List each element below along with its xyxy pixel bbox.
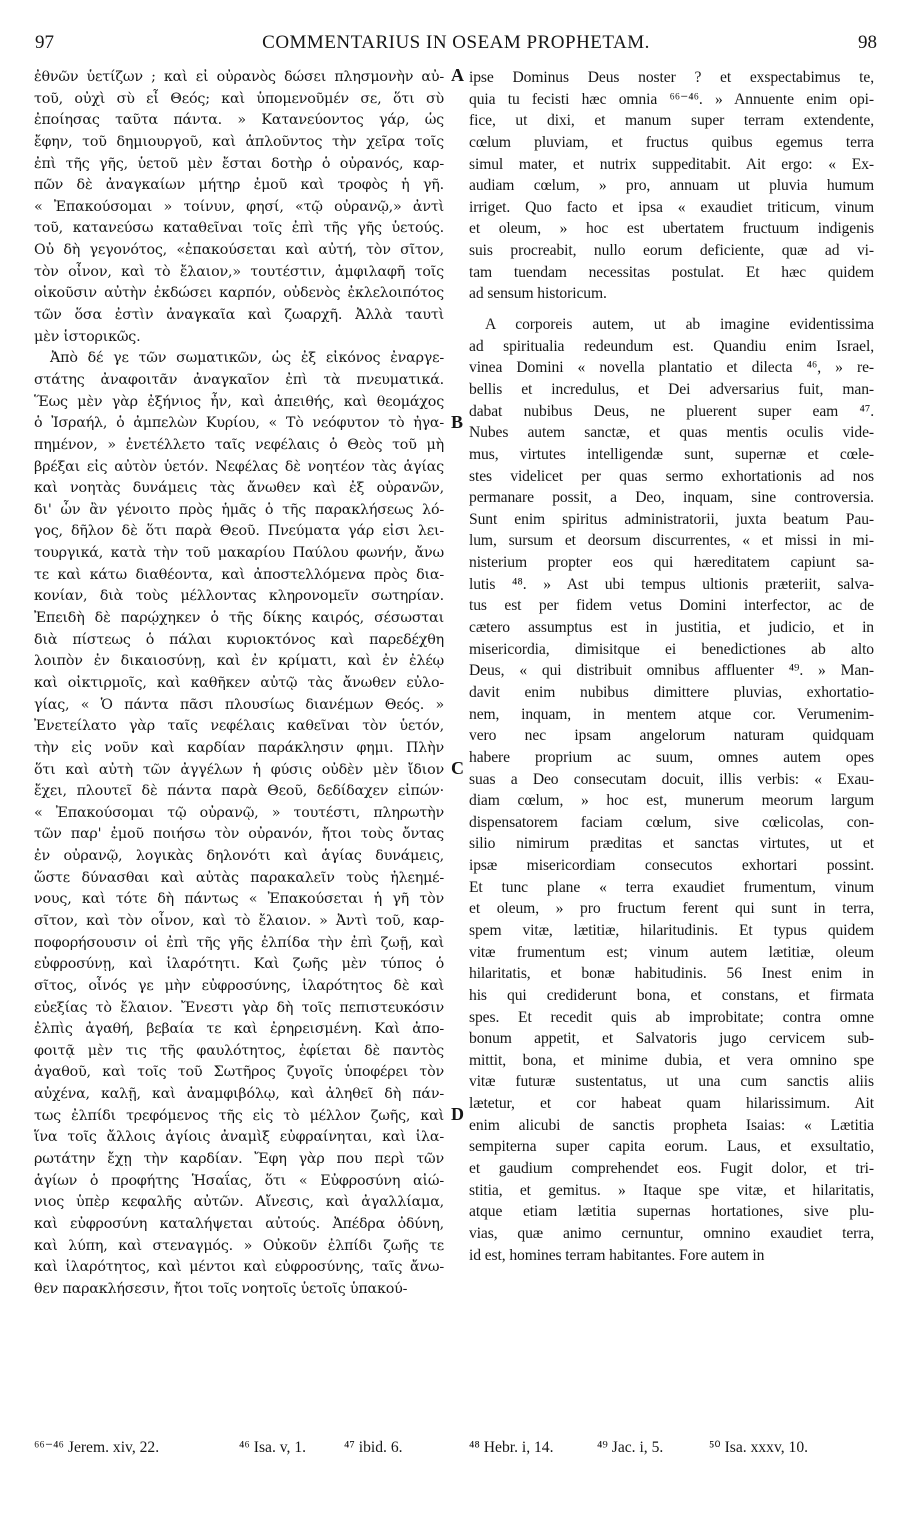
text-line: ἔφην, τοῦ δημιουργοῦ, καὶ ἁπλοῦντος τὴν χεῖρα τοῖς — [34, 133, 444, 150]
text-line: διὰ πίστεως ὁ πάλαι κυριοκτόνος καὶ παρεδέχθη — [34, 631, 444, 648]
text-line: Ἕως μὲν γὰρ ἐξήνιος ἦν, καὶ ἀπειθής, καὶ θεομάχος — [34, 393, 444, 410]
text-line: ἐθνῶν ὑετίζων ; καὶ εἰ οὐρανὸς δώσει πλησμονὴν αὐ- — [34, 69, 444, 85]
text-line: ὅτι καὶ αὐτὴ τῶν ἀγγέλων ἡ φύσις οὐδὲν μὲν ἴδιον — [34, 761, 444, 778]
text-line: audiam cœlum, » pro, annuam ut pluvia humum — [469, 177, 874, 195]
text-line: ποφορήσουσιν οἱ ἐπὶ τῆς γῆς ἐλπίδα τὴν ἐπὶ ζωῇ, καὶ — [34, 934, 444, 951]
text-line: λοιπὸν ἐν δικαιοσύνῃ, καὶ ἐν κρίματι, καὶ ἐν ἐλέῳ — [34, 653, 444, 670]
footnote: ⁴⁸ Hebr. i, 14. — [469, 1439, 554, 1456]
footnotes-left — [34, 1437, 444, 1459]
text-line: lutis ⁴⁸. » Ast ubi tempus ultionis præteriit, salva- — [469, 575, 874, 593]
text-line: κονίαν, διὰ τοὺς μέλλοντας κληρονομεῖν σωτηρίαν. — [34, 588, 444, 605]
text-line: πῶν δὲ ἀναγκαίων μήτηρ ἐμοῦ καὶ τροφὸς ἡ γῆ. — [34, 177, 444, 194]
text-line: Ἐνετείλατο γὰρ ταῖς νεφέλαις καθεῖναι τὸν ὑετόν, — [34, 718, 444, 735]
text-line: A corporeis autem, ut ab imagine evidentissima — [485, 316, 874, 334]
text-line: τὴν εἰς νοῦν καὶ καρδίαν παράκλησιν φημι. Πλὴν — [34, 739, 444, 756]
text-line: spes. Et recedit quis ab improbitate; contra omne — [469, 1008, 874, 1026]
text-line: davit enim nubibus dimittere pluvias, exhortatio- — [469, 683, 874, 701]
text-line: his qui crediderunt bona, et constans, et firmata — [469, 986, 874, 1004]
text-line: στάτης ἀναφοιτᾶν ἀναγκαῖον ἐπὶ τὰ πνευματικά. — [34, 371, 444, 388]
footnotes-right — [469, 1437, 874, 1459]
text-line: φοιτᾷ μὲν τις τῆς φαυλότητος, ἐφίεται δὲ παντὸς — [34, 1042, 444, 1059]
text-line: ad spiritualia redeundum est. Quandiu enim Israel, — [469, 337, 874, 355]
text-line: ὥστε δύνασθαι καὶ αὐτὰς παρακαλεῖν τοὺς ἠλεημέ- — [34, 869, 444, 886]
margin-marker-d: D — [451, 1104, 464, 1124]
text-line: γος, δῆλον δὲ ὅτι παρὰ Θεοῦ. Πνεύματα γάρ εἰσι λει- — [34, 523, 444, 540]
text-line: τὸν οἶνον, καὶ τὸ ἔλαιον,» τουτέστιν, ἀμφιλαφῆ τοῖς — [34, 263, 444, 280]
text-line: hilaritatis, et bonæ habitudinis. 56 Inest enim in — [469, 965, 874, 983]
text-line: σῖτος, οἶνός γε μὴν εὐφροσύνης, ἱλαρότητος δὲ καὶ — [34, 977, 444, 994]
text-line: ἐποίησας ταῦτα πάντα. » Κατανεύοντος γάρ, ὡς — [34, 112, 444, 129]
text-line: habere proprium ac suum, omnes autem opes — [469, 748, 874, 766]
text-line: nisterium propter eos qui hæreditatem capiunt sa- — [469, 554, 874, 572]
text-line: suas a Deo consecutam docuit, illis verbis: « Exau- — [469, 770, 874, 788]
text-line: Et tunc plane « terra exaudiet frumentum, vinum — [469, 878, 874, 896]
text-line: ἐν οὐρανῷ, λογικὰς δηλονότι καὶ ἁγίας δυνάμεις, — [34, 848, 444, 865]
text-line: nem, inquam, in mentem atque cor. Verumenim- — [469, 705, 874, 723]
text-line: Nubes autem sanctæ, et quas mentis oculis vide- — [469, 424, 874, 442]
text-line: ἵνα τοῖς ἄλλοις ἁγίοις ἀναμὶξ εὐφραίνηται, καὶ ἱλα- — [34, 1129, 444, 1146]
text-line: et oleum, » hoc est ubertatem fructuum indigenis — [469, 220, 874, 238]
text-line: Deus, « qui distribuit omnibus affluenter ⁴⁹. » Man- — [469, 662, 874, 680]
text-line: lætetur, et cor habeat quam hilarissimum. Ait — [469, 1095, 874, 1113]
text-line: ipse Dominus Deus noster ? et exspectabimus te, — [469, 69, 874, 86]
text-line: dispensatorem faciam cœlum, sive cœlicolas, con- — [469, 813, 874, 831]
text-line: dabat nubibus Deus, ne pluerent super eam ⁴⁷. — [469, 402, 874, 420]
text-line: diam cœlum, » hoc est, munerum meorum largum — [469, 792, 874, 810]
text-line: vias, quæ animo cernuntur, omnino exaudiet terra, — [469, 1224, 874, 1242]
text-line: lum, sursum et deorsum discurrentes, « et missi in mi- — [469, 532, 874, 550]
text-line: πημένον, » ἐνετέλλετο ταῖς νεφέλαις ὁ Θεὸς τοῦ μὴ — [34, 436, 444, 453]
greek-column — [34, 67, 444, 1301]
text-line: cætero assumptus est in justitia, et judicio, et in — [469, 619, 874, 637]
text-line: mittit, bona, et minime dubia, et vera omnino spe — [469, 1051, 874, 1069]
text-line: suis procreabit, nullo eorum deficiente, quæ ad vi- — [469, 242, 874, 260]
text-line: Ἐπειδὴ δὲ παρῴχηκεν ὁ τῆς δίκης καιρός, σέσωσται — [34, 610, 444, 627]
text-line: δι' ὧν ἂν γένοιτο πρὸς ἡμᾶς ὁ τῆς παρακλήσεως λό- — [34, 501, 444, 518]
text-line: ad sensum historicum. — [469, 285, 607, 303]
text-line: ipsæ misericordiam consecutos exhortari possint. — [469, 857, 874, 875]
footnote: ⁶⁶⁻⁴⁶ Jerem. xiv, 22. — [34, 1439, 160, 1456]
text-line: mus, virtutes intelligendæ sunt, supernæ et cœle- — [469, 445, 874, 463]
text-line: Sunt enim spiritus administratorii, juxta beatum Pau- — [469, 510, 874, 528]
text-line: τοῦ, οὐχὶ σὺ εἶ Θεός; καὶ ὑπομενοῦμέν σε, ὅτι σὺ — [34, 90, 444, 107]
text-line: αὐχένα, καλῇ, καὶ ἀναμφιβόλῳ, καὶ ἀληθεῖ δὴ πάν- — [34, 1086, 444, 1103]
text-line: νιος ὑπὲρ κεφαλῆς αὐτῶν. Αἴνεσις, καὶ ἀγαλλίαμα, — [34, 1194, 444, 1211]
text-line: vitæ futuræ sustentatus, ut una cum sanctis aliis — [469, 1073, 874, 1091]
text-line: bonum appetit, et Salvatoris jugo cervicem sub- — [469, 1030, 874, 1048]
text-line: stes videlicet per quas sermo exhortationis ad nos — [469, 467, 874, 485]
text-line: καὶ νοητὰς δυνάμεις τὰς ἄνωθεν καὶ ἐξ οὐρανῶν, — [34, 480, 444, 497]
text-line: καὶ οἰκτιρμοῖς, καὶ καθῆκεν αὐτῷ τὰς ἄνωθεν εὐλο- — [34, 674, 444, 691]
text-line: ἁγίων ὁ προφήτης Ἡσαΐας, ὅτι « Εὐφροσύνη αἰώ- — [34, 1172, 444, 1189]
text-line: ἀγαθοῦ, καὶ τοῖς τοῦ Σωτῆρος ζυγοῖς ὑποφέρει τὸν — [34, 1064, 444, 1081]
text-line: et gaudium comprehendet eos. Fugit dolor, et tri- — [469, 1160, 874, 1178]
text-line: τως ἐλπίδι τρεφόμενος τῆς εἰς τὸ μέλλον ζωῆς, καὶ — [34, 1107, 444, 1124]
text-line: vinea Domini « novella plantatio et dilecta ⁴⁶, » re- — [469, 359, 874, 377]
text-line: καὶ εὐφροσύνη καταλήψεται αὐτούς. Ἀπέδρα ὀδύνη, — [34, 1215, 444, 1232]
text-line: Οὐ δὴ γεγονότος, «ἐπακούσεται καὶ αὐτή, τὸν σῖτον, — [34, 242, 444, 259]
text-line: οἰκοῦσιν αὐτὴν ἐκδώσει καρπόν, οὐδενὸς ἐκλελοιπότος — [34, 285, 444, 302]
text-line: « Ἐπακούσομαι τῷ οὐρανῷ, » τουτέστι, πληρωτὴν — [34, 804, 444, 821]
text-line: « Ἐπακούσομαι » τοίνυν, φησί, «τῷ οὐρανῷ,» ἀντὶ — [34, 198, 444, 215]
text-line: quia tu fecisti hæc omnia ⁶⁶⁻⁴⁶. » Annuente enim opi- — [469, 90, 874, 108]
text-line: εὐφροσύνῃ, καὶ ἱλαρότητι. Καὶ ζωῆς μὲν τύπος ὁ — [34, 956, 444, 973]
text-line: misericordia, dimisitque ei benedictiones ab alto — [469, 640, 874, 658]
text-line: sempiterna super capita eorum. Laus, et exsultatio, — [469, 1138, 874, 1156]
text-line: et oleum, » pro fructum ferent qui sunt in terra, — [469, 900, 874, 918]
text-line: tus est per fidem vetus Domini interfector, ac de — [469, 597, 874, 615]
text-line: τῶν ὅσα ἐστὶν ἀναγκαῖα καὶ ζωαρχῆ. Ἀλλὰ ταυτὶ — [34, 307, 444, 324]
text-line: τῶν παρ' ἐμοῦ ποιήσω τὸν οὐρανόν, ἤτοι τοὺς ὄντας — [34, 826, 444, 843]
latin-column — [469, 67, 874, 1266]
text-line: ἔχει, πλουτεῖ δὲ πάντα παρὰ Θεοῦ, δεδίδαχεν εἰπών· — [34, 783, 444, 800]
text-line: spem vitæ, lætitiæ, hilaritudinis. Et typus quidem — [469, 921, 874, 939]
page-number-right: 98 — [858, 32, 877, 53]
page-header — [35, 32, 877, 56]
text-line: τοῦ, κατανεύσω καταθεῖναι τοῖς ἐπὶ τῆς γῆς ὑετούς. — [34, 220, 444, 237]
margin-marker-b: B — [451, 412, 464, 432]
text-line: enim alicubi de sanctis propheta Isaias: « Lætitia — [469, 1116, 874, 1134]
text-line: τουργικά, κατὰ τὴν τοῦ μακαρίου Παύλου φωνήν, ἄνω — [34, 545, 444, 562]
margin-marker-a: A — [451, 65, 464, 85]
text-line: vitæ frumentum est; vinum autem lætitiæ, oleum — [469, 943, 874, 961]
text-line: Ἀπὸ δέ γε τῶν σωματικῶν, ὡς ἐξ εἰκόνος ἐναργε- — [50, 350, 444, 367]
text-line: stitia, et gemitus. » Itaque spe vitæ, et hilaritatis, — [469, 1181, 874, 1199]
footnote: ⁴⁶ Isa. v, 1. — [239, 1439, 307, 1456]
text-line: vero nec ipsam angelorum naturam quidquam — [469, 727, 874, 745]
text-line: atque etiam lætitia supernas hortationes, sive plu- — [469, 1203, 874, 1221]
text-line: ρωτάτην ἔχῃ τὴν καρδίαν. Ἔφη γὰρ που περὶ τῶν — [34, 1151, 444, 1168]
text-line: bellis et incredulus, et Dei adversarius fuit, man- — [469, 380, 874, 398]
text-line: εὐεξίας τὸ ἔλαιον. Ἔνεστι γὰρ δὴ τοῖς πεπιστευκόσιν — [34, 999, 444, 1016]
text-line: fice, ut dixi, et manum super terram extendente, — [469, 112, 874, 130]
text-line: ὁ Ἰσραήλ, ὁ ἀμπελὼν Κυρίου, « Τὸ νεόφυτον τὸ ἠγα- — [34, 415, 444, 432]
text-line: νους, καὶ τότε δὴ πάντως « Ἐπακούσεται ἡ γῆ τὸν — [34, 891, 444, 908]
running-title: COMMENTARIUS IN OSEAM PROPHETAM. — [262, 32, 650, 53]
text-line: θεν παρακλήσεσιν, ἤτοι τοῖς νοητοῖς ὑετοῖς ὑπακού- — [34, 1280, 408, 1297]
footnote: ⁴⁹ Jac. i, 5. — [597, 1439, 664, 1456]
text-line: simul mater, et nutrix suppeditabit. Ait ergo: « Ex- — [469, 155, 874, 173]
footnote: ⁵⁰ Isa. xxxv, 10. — [709, 1439, 809, 1456]
page-number-left: 97 — [35, 32, 54, 53]
margin-marker-c: C — [451, 758, 464, 778]
text-line: cœlum pluviam, et fructus quibus egemus terra — [469, 133, 874, 151]
text-line: permanare possit, a Deo, inquam, sine controversia. — [469, 489, 874, 507]
text-line: καὶ λύπη, καὶ στεναγμός. » Οὐκοῦν ἐλπίδι ζωῆς τε — [34, 1237, 444, 1254]
text-line: silio nimirum præditas et sanctas virtutes, ut et — [469, 835, 874, 853]
text-line: μὲν ἱστορικῶς. — [34, 328, 141, 345]
text-line: βρέξαι εἰς αὐτὸν ὑετόν. Νεφέλας δὲ νοητέον τὰς ἁγίας — [34, 458, 444, 475]
text-line: καὶ ἱλαρότητος, καὶ μέντοι καὶ εὐφροσύνης, ταῖς ἄνω- — [34, 1259, 444, 1276]
text-line: id est, homines terram habitantes. Fore autem in — [469, 1246, 765, 1264]
text-line: γίας, « Ὁ πάντα πᾶσι πλουσίως διανέμων Θεός. » — [34, 696, 444, 713]
text-line: τε καὶ κάτω διαθέοντα, καὶ ἀποστελλόμενα πρὸς δια- — [34, 566, 444, 583]
text-line: ἐπὶ τῆς γῆς, ὑετοῦ μὲν ἔσται δοτὴρ ὁ οὐρανός, καρ- — [34, 155, 444, 172]
text-line: irriget. Quo facto et ipsa « exaudiet triticum, vinum — [469, 198, 874, 216]
text-line: σῖτον, καὶ τὸν οἶνον, καὶ τὸ ἔλαιον. » Ἀντὶ τοῦ, καρ- — [34, 912, 444, 929]
text-line: ἐλπὶς ἀγαθή, βεβαία τε καὶ ἐρηρεισμένη. Καὶ ἀπο- — [34, 1021, 444, 1038]
text-line: tam tuendam necessitas postulat. Et hæc quidem — [469, 263, 874, 281]
footnote: ⁴⁷ ibid. 6. — [344, 1439, 403, 1456]
